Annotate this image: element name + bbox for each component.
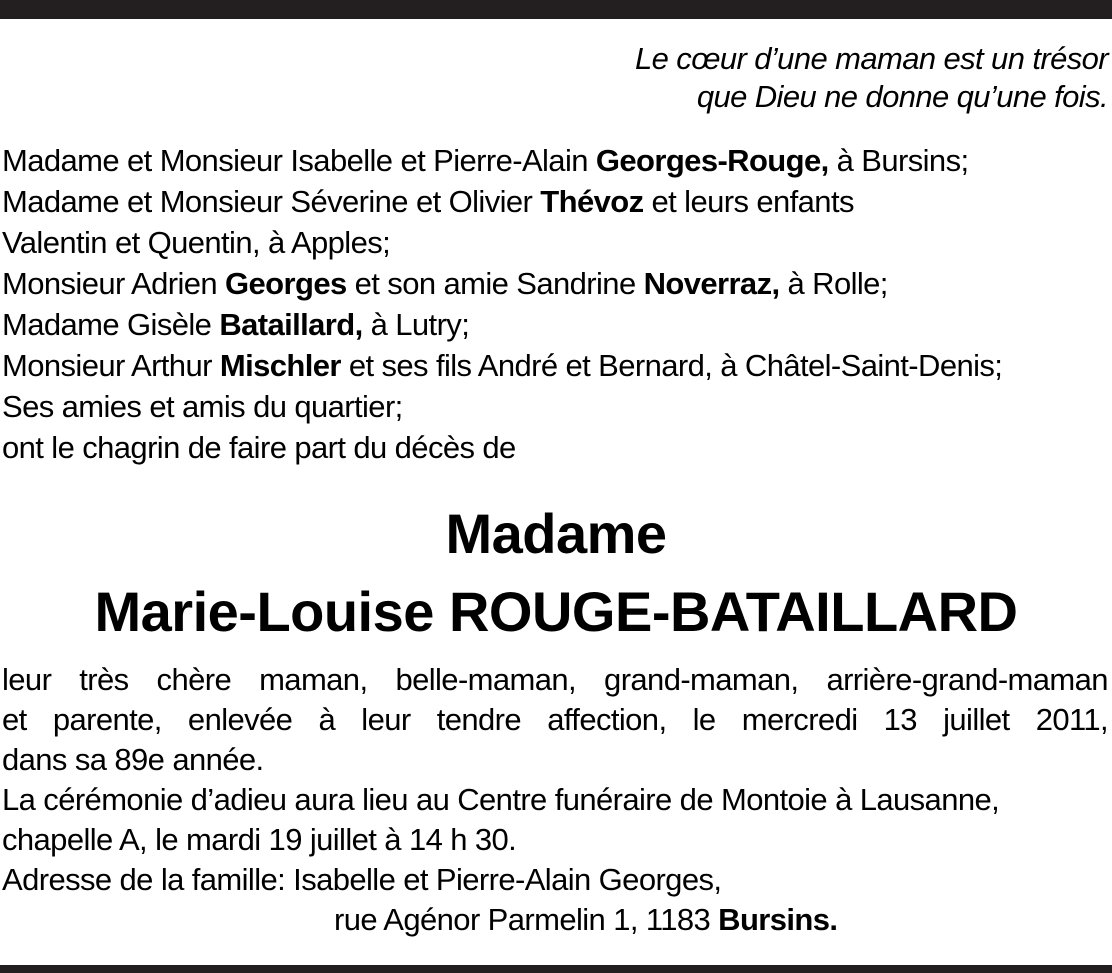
family-line-6 [2, 345, 1002, 386]
word: grand-maman, [604, 662, 799, 697]
top-rule [0, 0, 1112, 19]
family-list [2, 140, 1002, 468]
text: rue Agénor Parmelin 1, 1183 [334, 902, 719, 937]
word: à [318, 702, 336, 737]
family-surname: Georges [225, 266, 347, 301]
family-line-8: ont le chagrin de faire part du décès de [2, 430, 516, 465]
word: juillet [943, 702, 1010, 737]
text: à Bursins; [828, 143, 969, 178]
word: maman, [259, 662, 368, 697]
bottom-rule [0, 965, 1112, 973]
text: à Lutry; [362, 307, 470, 342]
text: Madame et Monsieur Isabelle et Pierre-Alain [2, 143, 596, 178]
word: 2011, [1035, 702, 1108, 737]
text: et son amie Sandrine [346, 266, 644, 301]
word: parente, [52, 702, 162, 737]
body-line-2 [2, 700, 1108, 740]
ceremony-line-1: La cérémonie d’adieu aura lieu au Centre funéraire de Montoie à Lausanne, [2, 782, 1000, 817]
text: Madame et Monsieur Séverine et Olivier [2, 184, 541, 219]
family-surname: Mischler [219, 348, 341, 383]
text: et ses fils André et Bernard, à Châtel-Saint-Denis; [340, 348, 1003, 383]
family-line-2 [2, 181, 1002, 222]
epigraph-quote [635, 40, 1108, 116]
text: Monsieur Arthur [2, 348, 220, 383]
family-surname: Georges-Rouge, [595, 143, 829, 178]
quote-line-1: Le cœur d’une maman est un trésor [635, 41, 1108, 76]
word: 13 [883, 702, 917, 737]
body-line-3: dans sa 89e année. [2, 742, 264, 777]
word: mercredi [741, 702, 858, 737]
word: tendre [436, 702, 522, 737]
family-surname: Noverraz, [643, 266, 780, 301]
word: chère [156, 662, 232, 697]
word: et [2, 702, 27, 737]
family-surname: Bataillard, [219, 307, 363, 342]
word: enlevée [187, 702, 293, 737]
family-line-4 [2, 263, 1002, 304]
word: arrière-grand-maman [826, 662, 1108, 697]
word: le [692, 702, 716, 737]
deceased-title: Madame [445, 502, 667, 565]
body-line-1 [2, 660, 1108, 700]
quote-line-2: que Dieu ne donne qu’une fois. [696, 79, 1108, 114]
word: affection, [547, 702, 667, 737]
family-surname: Thévoz [540, 184, 644, 219]
word: belle-maman, [395, 662, 577, 697]
family-line-5 [2, 304, 1002, 345]
text: Monsieur Adrien [2, 266, 226, 301]
family-address-line-2 [2, 900, 1108, 940]
word: leur [2, 662, 52, 697]
address-town: Bursins. [718, 902, 838, 937]
family-line-3: Valentin et Quentin, à Apples; [2, 225, 391, 260]
word: leur [361, 702, 411, 737]
deceased-name: Marie-Louise ROUGE-BATAILLARD [94, 580, 1018, 643]
deceased-name-block [0, 495, 1112, 651]
text: à Rolle; [779, 266, 888, 301]
notice-body [2, 660, 1108, 940]
ceremony-line-2: chapelle A, le mardi 19 juillet à 14 h 30. [2, 822, 517, 857]
text: Madame Gisèle [2, 307, 220, 342]
family-address-line-1: Adresse de la famille: Isabelle et Pierre-Alain Georges, [2, 862, 722, 897]
family-line-7: Ses amies et amis du quartier; [2, 389, 403, 424]
family-line-1 [2, 140, 1002, 181]
word: très [79, 662, 129, 697]
text: et leurs enfants [643, 184, 854, 219]
